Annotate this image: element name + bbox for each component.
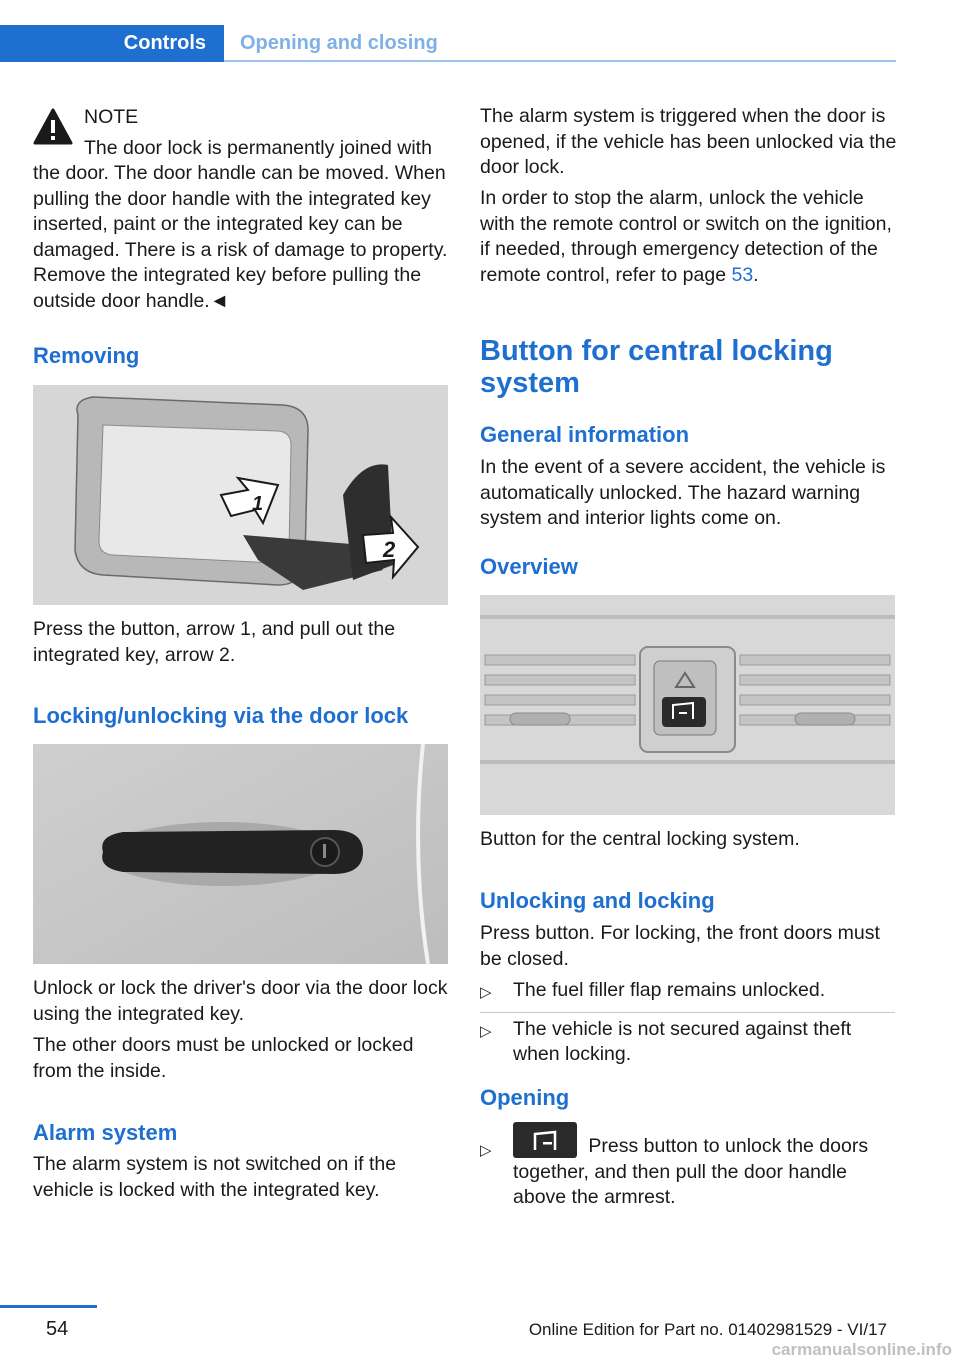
- central-locking-heading: Button for central locking system: [480, 335, 833, 399]
- general-information-heading: General information: [480, 422, 690, 447]
- lock-caption-2: The other doors must be unlocked or locked from the inside.: [33, 1034, 414, 1082]
- general-information-text: In the event of a severe accident, the vehicle is automatically unlocked. The hazard warning system and interior lights come on.: [480, 456, 886, 529]
- list-item: [480, 1013, 895, 1068]
- removing-caption: Press the button, arrow 1, and pull out the integrated key, arrow 2.: [33, 618, 396, 666]
- alarm-stop-text: [480, 186, 898, 288]
- opening-heading: Opening: [480, 1085, 570, 1110]
- tab-opening-and-closing[interactable]: Opening and closing: [240, 32, 438, 54]
- list-item: [480, 1122, 895, 1211]
- alarm-stop-text-main: In order to stop the alarm, unlock the vehicle with the remote control or switch on the ignition, if needed, through emergency detection of the remote control, refer to page: [480, 187, 892, 286]
- alarm-system-heading: Alarm system: [33, 1120, 178, 1145]
- bullet-text: The vehicle is not secured against theft when locking.: [513, 1017, 852, 1065]
- removing-heading: Removing: [33, 343, 140, 368]
- page-number: 54: [46, 1318, 69, 1340]
- note-first-line: The door lock is permanently joined with: [84, 137, 432, 159]
- list-item: [480, 978, 895, 1012]
- alarm-trigger-text: The alarm system is triggered when the door is opened, if the vehicle has been unlocked via the door lock.: [480, 105, 897, 178]
- key-removal-illustration: [33, 385, 448, 605]
- door-unlock-icon: [513, 1122, 577, 1158]
- triangle-bullet-icon: ▷: [480, 984, 492, 1001]
- arrow-2-label: 2: [383, 537, 396, 562]
- lock-caption-1: Unlock or lock the driver's door via the door lock using the integrated key.: [33, 977, 448, 1025]
- overview-heading: Overview: [480, 554, 578, 579]
- edition-info: Online Edition for Part no. 01402981529 - VI/17: [528, 1320, 887, 1339]
- bullet-list: [480, 978, 895, 1068]
- tab-controls[interactable]: Controls: [0, 25, 224, 62]
- unlocking-locking-heading: Unlocking and locking: [480, 888, 715, 913]
- note-label: NOTE: [84, 106, 139, 128]
- page-number-rule: [0, 1305, 97, 1308]
- triangle-bullet-icon: ▷: [480, 1142, 492, 1159]
- opening-bullet: [513, 1122, 895, 1211]
- bullet-text: The fuel filler flap remains unlocked.: [513, 979, 826, 1001]
- arrow-1-label: 1: [252, 493, 264, 515]
- warning-icon: [33, 108, 73, 146]
- triangle-bullet-icon: ▷: [480, 1022, 492, 1040]
- door-handle-illustration: [33, 744, 448, 964]
- central-locking-button-illustration: [480, 595, 895, 815]
- alarm-stop-text-end: .: [753, 263, 759, 286]
- header-divider: [224, 60, 896, 62]
- opening-text: Press button to unlock the doors together, and then pull the door handle above the armrest.: [513, 1135, 869, 1208]
- watermark: carmanualsonline.info: [771, 1340, 952, 1359]
- page-reference-link[interactable]: 53: [731, 263, 754, 286]
- door-lock-heading: Locking/unlocking via the door lock: [33, 703, 409, 728]
- overview-caption: Button for the central locking system.: [480, 828, 800, 850]
- unlocking-locking-text: Press button. For locking, the front doors must be closed.: [480, 922, 880, 970]
- note-text: the door. The door handle can be moved. When pulling the door handle with the integrated key inserted, paint or the integrated key can be damaged. There is a risk of damage to property. Remove the integrated key before pulling the outside door handle.◄: [33, 162, 448, 312]
- alarm-system-text: The alarm system is not switched on if the vehicle is locked with the integrated key.: [33, 1153, 397, 1201]
